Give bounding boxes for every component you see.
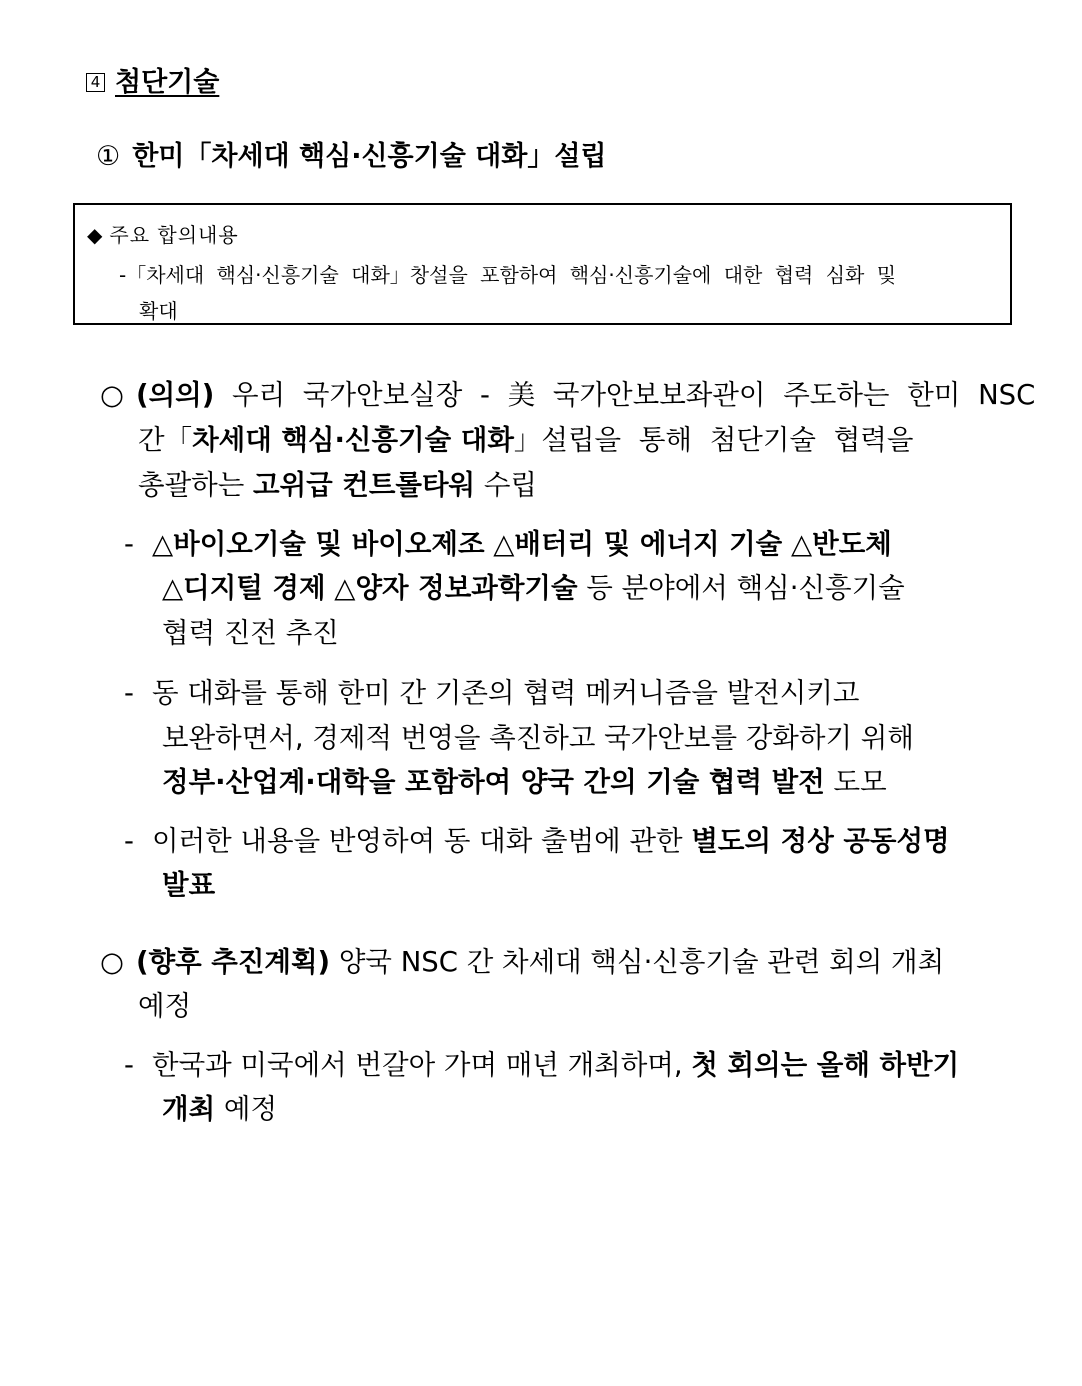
summary-box — [73, 203, 1012, 325]
significance-dash2-line-3 — [162, 760, 887, 805]
significance-dash1-line-1 — [124, 522, 892, 567]
dash-bullet: - — [124, 825, 134, 857]
plan-dash1-line-1 — [124, 1043, 959, 1088]
plan-dash1-line-2 — [162, 1087, 277, 1132]
circle-bullet-icon: ○ — [100, 946, 124, 978]
section-heading — [86, 60, 219, 99]
field-quantum: 양자 정보과학기술 — [355, 572, 578, 604]
section-number-box: 4 — [86, 73, 105, 92]
field-semiconductor: 반도체 — [812, 528, 892, 560]
significance-line-3 — [138, 463, 537, 508]
triangle-icon: △ — [484, 528, 515, 560]
triangle-icon: △ — [152, 528, 174, 560]
emphasis-dialogue-name: 차세대 핵심·신흥기술 대화 — [192, 424, 514, 456]
circle-bullet-icon: ○ — [100, 379, 124, 411]
plan-label: (향후 추진계획) — [136, 946, 331, 978]
text-segment: 도모 — [824, 766, 887, 798]
significance-dash1-line-3: 협력 진전 추진 — [162, 617, 339, 649]
text-segment: 이러한 내용을 반영하여 동 대화 출범에 관한 — [152, 825, 692, 857]
dash-bullet: - — [124, 677, 134, 709]
field-digital: 디지털 경제 — [183, 572, 326, 604]
summary-line-1: -「차세대 핵심·신흥기술 대화」창설을 포함하여 핵심·신흥기술에 대한 협력 심화 및 — [119, 263, 897, 287]
text-segment: 등 분야에서 핵심·신흥기술 — [577, 572, 905, 604]
subsection-number: ① — [96, 141, 121, 172]
diamond-icon: ◆ — [87, 223, 104, 247]
emphasis-held: 개최 — [162, 1093, 216, 1125]
plan-line-1 — [100, 940, 944, 985]
dash-bullet: - — [124, 1049, 134, 1081]
emphasis-joint-statement: 별도의 정상 공동성명 — [691, 825, 950, 857]
significance-label: (의의) — [136, 379, 215, 411]
text-segment: 수립 — [475, 469, 537, 501]
subsection-heading — [96, 134, 607, 173]
text-segment: 총괄하는 — [138, 469, 254, 501]
summary-title-text: 주요 합의내용 — [109, 223, 239, 247]
text-segment: 예정 — [215, 1093, 278, 1125]
plan-text-1: 양국 NSC 간 차세대 핵심·신흥기술 관련 회의 개최 — [330, 946, 945, 978]
significance-dash2-line-2: 보완하면서, 경제적 번영을 촉진하고 국가안보를 강화하기 위해 — [162, 722, 914, 754]
emphasis-cooperation: 정부·산업계·대학을 포함하여 양국 간의 기술 협력 발전 — [162, 766, 825, 798]
significance-dash1-line-2 — [162, 566, 905, 611]
text-segment: 간「 — [138, 424, 193, 456]
significance-dash3-line-2 — [162, 863, 215, 908]
significance-text-1: 우리 국가안보실장 - 美 국가안보보좌관이 주도하는 한미 NSC — [214, 379, 1036, 411]
emphasis-announce: 발표 — [162, 869, 216, 901]
dash-bullet: - — [124, 528, 134, 560]
significance-dash2-line-1 — [124, 671, 860, 716]
triangle-icon: △ — [782, 528, 813, 560]
emphasis-control-tower: 고위급 컨트롤타워 — [253, 469, 476, 501]
field-bio: 바이오기술 및 바이오제조 — [173, 528, 485, 560]
significance-dash3-line-1 — [124, 819, 950, 864]
text-segment: 한국과 미국에서 번갈아 가며 매년 개최하며, — [152, 1049, 692, 1081]
emphasis-first-meeting: 첫 회의는 올해 하반기 — [691, 1049, 960, 1081]
triangle-icon: △ — [325, 572, 356, 604]
triangle-icon: △ — [162, 572, 184, 604]
plan-line-2: 예정 — [138, 990, 192, 1022]
section-title: 첨단기술 — [115, 67, 220, 98]
subsection-title: 한미「차세대 핵심·신흥기술 대화」설립 — [132, 141, 607, 172]
text-segment: 」설립을 통해 첨단기술 협력을 — [513, 424, 914, 456]
significance-line-2 — [138, 418, 913, 463]
summary-line-2: 확대 — [139, 299, 178, 323]
field-battery: 배터리 및 에너지 기술 — [514, 528, 783, 560]
significance-line-1 — [100, 373, 1035, 418]
text-segment: 동 대화를 통해 한미 간 기존의 협력 메커니즘을 발전시키고 — [152, 677, 860, 709]
summary-title — [87, 219, 239, 248]
